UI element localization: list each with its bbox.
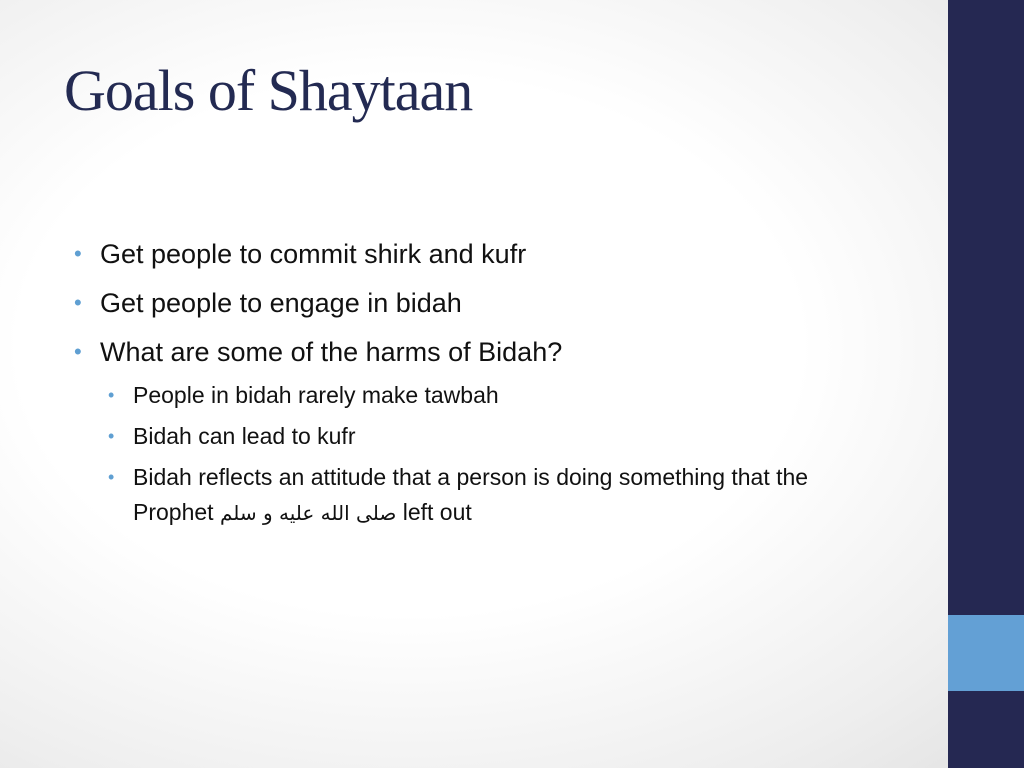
sub-bullet-list: [100, 378, 874, 531]
sub-bullet-item: [100, 460, 874, 531]
bullet-dot-icon: •: [74, 241, 82, 266]
slide-title: Goals of Shaytaan: [64, 58, 473, 123]
bullet-list: [74, 236, 874, 531]
sub-bullet-text: People in bidah rarely make tawbah: [133, 382, 499, 408]
sub-bullet-item: [100, 419, 874, 454]
bullet-item: [74, 236, 874, 272]
bullet-item: [74, 285, 874, 321]
bullet-dot-icon: •: [74, 339, 82, 364]
sub-bullet-text: Bidah can lead to kufr: [133, 423, 356, 449]
sub-bullet-item: [100, 378, 874, 413]
bullet-text: Get people to commit shirk and kufr: [100, 239, 527, 269]
bullet-dot-icon: •: [108, 426, 115, 446]
bullet-text: What are some of the harms of Bidah?: [100, 337, 563, 367]
bullet-dot-icon: •: [74, 290, 82, 315]
arabic-honorific: صلى الله عليه و سلم: [219, 501, 397, 525]
bullet-item: [74, 334, 874, 531]
sidebar-decoration: [948, 0, 1024, 768]
sub-bullet-text-after: left out: [396, 499, 472, 525]
sub-bullet-text-before: Bidah reflects an attitude that a person is doing something that the Prophet: [133, 464, 809, 525]
sidebar-accent-block: [948, 615, 1024, 691]
bullet-text: Get people to engage in bidah: [100, 288, 462, 318]
bullet-dot-icon: •: [108, 385, 115, 405]
bullet-list-container: [74, 236, 874, 544]
bullet-dot-icon: •: [108, 467, 115, 487]
